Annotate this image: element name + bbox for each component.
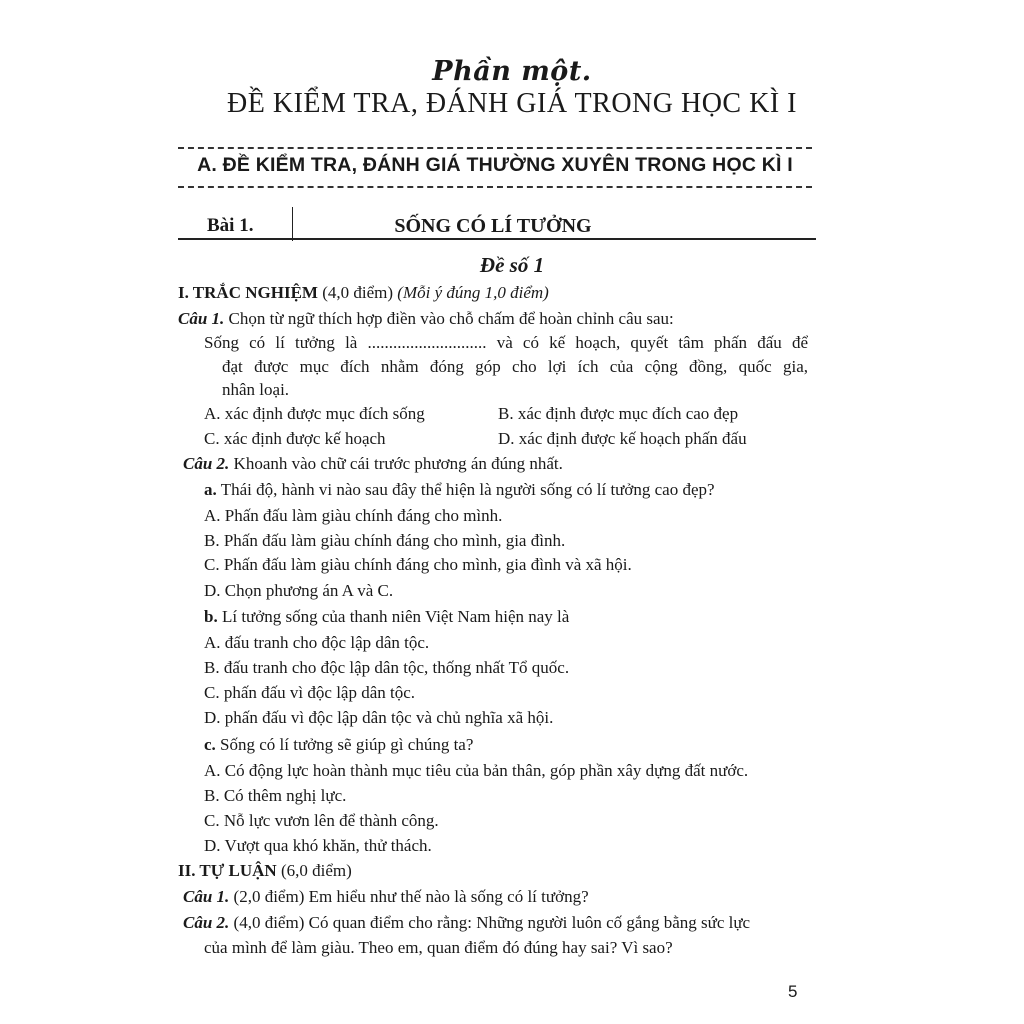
- part2-heading: II. TỰ LUẬN: [178, 861, 277, 880]
- lesson-separator: [292, 207, 293, 241]
- q2c-option-d: D. Vượt qua khó khăn, thử thách.: [204, 836, 432, 855]
- q2b-option-d: D. phấn đấu vì độc lập dân tộc và chủ nghĩa xã hội.: [204, 708, 554, 727]
- q2a-prompt: [204, 480, 715, 500]
- q1-sentence-line2: đạt được mục đích nhằm đóng góp cho lợi ích của cộng đồng, quốc gia,: [222, 357, 808, 376]
- q1-prompt: [178, 309, 674, 329]
- q2a-option-c: C. Phấn đấu làm giàu chính đáng cho mình, gia đình và xã hội.: [204, 555, 632, 574]
- lesson-title: SỐNG CÓ LÍ TƯỞNG: [394, 215, 592, 237]
- essay-q2-text1: (4,0 điểm) Có quan điểm cho rằng: Những người luôn cố gắng bằng sức lực: [229, 913, 751, 932]
- q1-option-d: D. xác định được kế hoạch phấn đấu: [498, 429, 747, 448]
- q2c-text: Sống có lí tưởng sẽ giúp gì chúng ta?: [215, 735, 474, 754]
- q2a-text: Thái độ, hành vi nào sau đây thể hiện là người sống có lí tưởng cao đẹp?: [216, 480, 715, 499]
- essay-q2-line1: [183, 913, 750, 933]
- q2c-option-b: B. Có thêm nghị lực.: [204, 786, 347, 805]
- essay-q1-label: Câu 1.: [183, 887, 230, 906]
- q2-text: Khoanh vào chữ cái trước phương án đúng nhất.: [229, 454, 563, 473]
- part-title: Phần một.: [432, 56, 592, 87]
- essay-q2-label: Câu 2.: [183, 913, 230, 932]
- q1-label: Câu 1.: [178, 309, 225, 328]
- part1-heading-line: [178, 283, 549, 303]
- essay-q1-text: (2,0 điểm) Em hiểu như thế nào là sống có lí tưởng?: [229, 887, 589, 906]
- q1-option-b: B. xác định được mục đích cao đẹp: [498, 404, 739, 423]
- q2b-label: b.: [204, 607, 218, 626]
- part1-heading: I. TRẮC NGHIỆM: [178, 283, 318, 302]
- q1-sentence-line1: Sống có lí tưởng là ............................ và có kế hoạch, quyết tâm phấn đấu để: [204, 333, 808, 352]
- part2-points: (6,0 điểm): [276, 861, 352, 880]
- q2c-label: c.: [204, 735, 216, 754]
- q2b-text: Lí tưởng sống của thanh niên Việt Nam hiện nay là: [217, 607, 570, 626]
- essay-q1: [183, 887, 589, 907]
- section-title: A. ĐỀ KIỂM TRA, ĐÁNH GIÁ THƯỜNG XUYÊN TRONG HỌC KÌ I: [197, 154, 793, 176]
- q2c-option-c: C. Nỗ lực vươn lên để thành công.: [204, 811, 439, 830]
- q2a-option-b: B. Phấn đấu làm giàu chính đáng cho mình, gia đình.: [204, 531, 566, 550]
- q1-sentence-line3: nhân loại.: [222, 380, 290, 399]
- lesson-rule: [178, 238, 816, 240]
- section-divider-bottom: [178, 186, 812, 188]
- section-divider-top: [178, 147, 812, 149]
- exam-title: Đề số 1: [479, 253, 545, 277]
- q2c-option-a: A. Có động lực hoàn thành mục tiêu của bản thân, góp phần xây dựng đất nước.: [204, 761, 749, 780]
- q2a-option-d: D. Chọn phương án A và C.: [204, 581, 394, 600]
- q2b-prompt: [204, 607, 569, 627]
- q1-text: Chọn từ ngữ thích hợp điền vào chỗ chấm để hoàn chỉnh câu sau:: [224, 309, 674, 328]
- chapter-title: ĐỀ KIỂM TRA, ĐÁNH GIÁ TRONG HỌC KÌ I: [227, 88, 797, 119]
- lesson-label: Bài 1.: [207, 215, 254, 236]
- q2-prompt: [183, 454, 563, 474]
- q2b-option-a: A. đấu tranh cho độc lập dân tộc.: [204, 633, 430, 652]
- part1-points: (4,0 điểm): [317, 283, 398, 302]
- q1-option-a: A. xác định được mục đích sống: [204, 404, 425, 423]
- q2-label: Câu 2.: [183, 454, 230, 473]
- essay-q2-line2: của mình để làm giàu. Theo em, quan điểm đó đúng hay sai? Vì sao?: [204, 938, 673, 957]
- q2b-option-c: C. phấn đấu vì độc lập dân tộc.: [204, 683, 416, 702]
- part2-heading-line: [178, 861, 352, 881]
- q2a-label: a.: [204, 480, 217, 499]
- part1-note: (Mỗi ý đúng 1,0 điểm): [397, 283, 549, 302]
- q2c-prompt: [204, 735, 473, 755]
- q2a-option-a: A. Phấn đấu làm giàu chính đáng cho mình.: [204, 506, 503, 525]
- page-number: 5: [788, 982, 798, 1001]
- q2b-option-b: B. đấu tranh cho độc lập dân tộc, thống nhất Tổ quốc.: [204, 658, 570, 677]
- q1-option-c: C. xác định được kế hoạch: [204, 429, 386, 448]
